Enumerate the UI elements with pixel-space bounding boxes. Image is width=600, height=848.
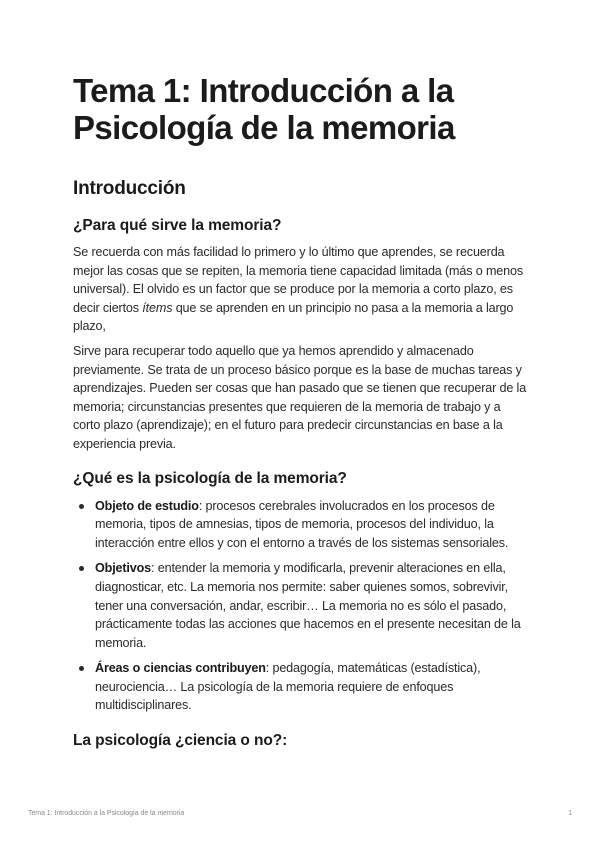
subheading-que-es-psicologia: ¿Qué es la psicología de la memoria? xyxy=(73,469,347,487)
list-item xyxy=(73,497,529,553)
list-item-term: Objetivos xyxy=(95,561,152,576)
paragraph-1-emphasis: ítems xyxy=(142,300,173,315)
subheading-ciencia-o-no: La psicología ¿ciencia o no?: xyxy=(73,732,288,750)
subheading-para-que-sirve: ¿Para qué sirve la memoria? xyxy=(73,217,282,234)
list-item-text: : pedagogía, matemáticas (estadística), neurociencia… La psicología de la memoria requiere de enfoques multidisciplinares. xyxy=(95,661,481,713)
list-item xyxy=(73,559,529,652)
document-page xyxy=(73,72,529,751)
bullet-dot-icon xyxy=(79,566,84,571)
list-item-term: Objeto de estudio xyxy=(95,498,199,513)
list-item xyxy=(73,659,529,715)
footer-title: Tema 1: Introducción a la Psicología de la memoria xyxy=(28,810,185,817)
bullet-dot-icon xyxy=(79,504,84,509)
bullet-dot-icon xyxy=(79,666,84,671)
document-title xyxy=(73,72,529,146)
bullet-list xyxy=(73,497,529,716)
paragraph-1-part-a: Se recuerda con más facilidad lo primero y lo último que aprendes, se recuerda mejor las cosas que se repiten, la memoria tiene capacidad limitada (más o menos universal). El olvido es un factor que se produce por la memoria a corto plazo, es decir ciertos xyxy=(73,245,523,315)
list-item-term: Áreas o ciencias contribuyen xyxy=(95,661,266,676)
paragraph-2: Sirve para recuperar todo aquello que ya hemos aprendido y almacenado previamente. Se trata de un proceso básico porque es la base de muchas tareas y aprendizajes. Pueden ser cosas que han pasado que se tienen que recuperar de la memoria; circunstancias presentes que requieren de la memoria de trabajo y a corto plazo (aprendizaje); en el futuro para predecir circunstancias en base a la experiencia previa. xyxy=(73,343,527,451)
footer-page-number: 1 xyxy=(568,810,572,817)
paragraph-1 xyxy=(73,243,529,336)
paragraph-1-part-b: que se aprenden en un principio no pasa a la memoria a largo plazo, xyxy=(73,300,514,334)
list-item-text: : procesos cerebrales involucrados en los procesos de memoria, tipos de amnesias, tipos de memoria, procesos del individuo, la interacción entre ellos y con el entorno a través de los sistemas sensoriales. xyxy=(95,498,509,550)
title-line-2: Psicología de la memoria xyxy=(73,109,455,146)
list-item-text: : entender la memoria y modificarla, prevenir alteraciones en ella, diagnosticar, etc. La memoria nos permite: saber quienes somos, sobrevivir, tener una conversación, andar, escribir… La memoria no es sólo el pasado, prácticamente todas las acciones que hacemos en el presente necesitan de la memoria. xyxy=(95,561,521,650)
section-heading-introduccion: Introducción xyxy=(73,178,186,199)
title-line-1: Tema 1: Introducción a la xyxy=(73,72,454,109)
